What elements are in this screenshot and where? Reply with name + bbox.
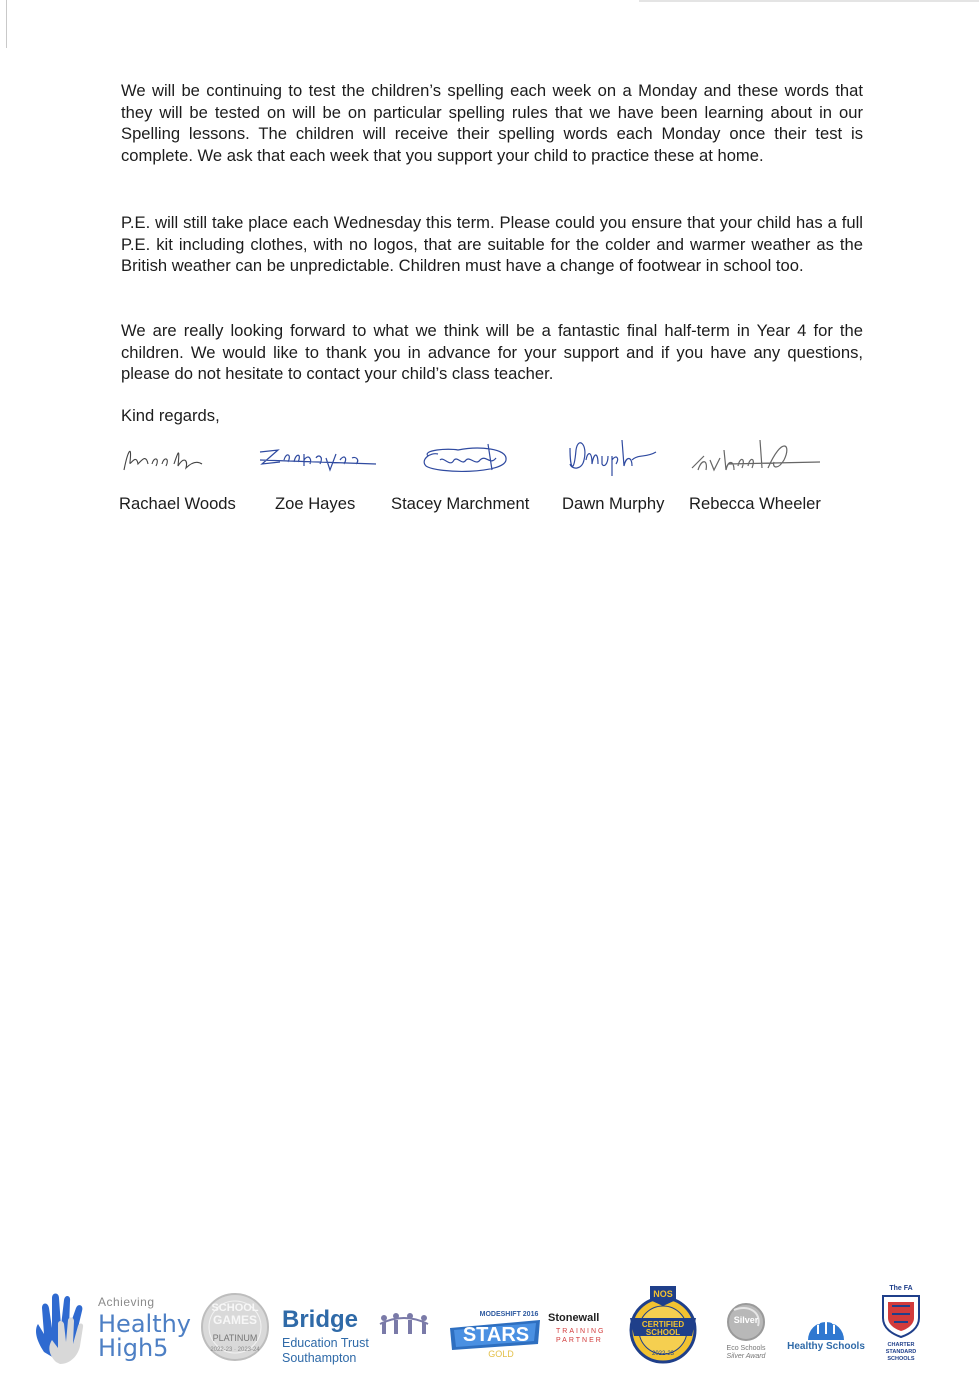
- nos-certified-badge: [628, 1284, 698, 1364]
- eco-line2: Silver Award: [726, 1353, 766, 1360]
- signatory-name: Rachael Woods: [119, 494, 236, 513]
- school-games-line2: GAMES: [212, 1313, 257, 1327]
- school-games-level: PLATINUM: [212, 1333, 258, 1343]
- bridge-line1: Education Trust: [282, 1336, 369, 1350]
- signature-rebecca-wheeler: [688, 430, 822, 480]
- signature-rachael-woods: [118, 430, 210, 480]
- eco-badge-text: Silver: [733, 1315, 759, 1325]
- healthy-high5-high5: High5: [98, 1334, 169, 1362]
- nos-line2: SCHOOL: [645, 1328, 681, 1337]
- paragraph-pe: P.E. will still take place each Wednesday this term. Please could you ensure that your child has a full P.E. kit including clothes, with no logos, that are suitable for the colder and warmer weather as the British weather can be unpredictable. Children must have a change of footwear in school too.: [121, 213, 863, 276]
- fa-line3: SCHOOLS: [887, 1356, 915, 1362]
- stonewall-line2: PARTNER: [556, 1337, 603, 1344]
- signatory-name: Rebecca Wheeler: [689, 494, 821, 513]
- healthy-high5-healthy: Healthy: [98, 1310, 192, 1338]
- signatory-name: Stacey Marchment: [391, 494, 530, 513]
- stars-top: MODESHIFT 2016: [479, 1311, 539, 1318]
- eco-schools-silver-badge: [718, 1302, 774, 1364]
- nos-line1: CERTIFIED: [641, 1320, 685, 1329]
- school-games-platinum-badge: [200, 1292, 270, 1362]
- nos-years: 2022-23: [651, 1351, 675, 1357]
- stonewall-line1: TRAINING: [556, 1328, 606, 1335]
- bridge-title: Bridge: [282, 1306, 359, 1333]
- signature-dawn-murphy: [566, 430, 660, 480]
- stonewall-name: Stonewall: [548, 1312, 600, 1324]
- fa-line2: STANDARD: [885, 1349, 917, 1355]
- signature-zoe-hayes: [256, 430, 380, 480]
- healthy-high5-hand-icon: [30, 1290, 96, 1366]
- school-games-line1: SCHOOL: [211, 1302, 259, 1314]
- signatory-name: Dawn Murphy: [562, 494, 665, 513]
- signature-stacey-marchment: [418, 430, 514, 480]
- healthy-schools-badge: [786, 1308, 866, 1356]
- bridge-line2: Southampton: [282, 1351, 357, 1365]
- bridge-people-icon: [378, 1312, 430, 1338]
- fa-line1: CHARTER: [887, 1342, 915, 1348]
- stars-main: STARS: [462, 1324, 530, 1346]
- paragraph-closing-remarks: We are really looking forward to what we think will be a fantastic final half-term in Year 4 for the children. We would like to thank you in advance for your support and if you have any questions, please do not hesitate to contact your child’s class teacher.: [121, 321, 863, 384]
- fa-charter-badge: [880, 1284, 922, 1366]
- school-games-years: 2022-23 · 2023-24: [210, 1347, 260, 1353]
- stonewall-badge: [548, 1314, 614, 1350]
- fa-top: The FA: [889, 1285, 913, 1292]
- signatory-name: Zoe Hayes: [275, 494, 356, 513]
- scan-edge-line: [6, 0, 7, 48]
- paragraph-spelling: We will be continuing to test the children’s spelling each week on a Monday and these words that they will be tested on will be on particular spelling rules that we have been learning about in our Spelling lessons. The children will receive their spelling words each Monday once their test is complete. We ask that each week that you support your child to practice these at home.: [121, 81, 863, 165]
- closing-salutation: Kind regards,: [121, 406, 220, 425]
- healthy-schools-label: Healthy Schools: [787, 1341, 865, 1352]
- nos-top: NOS: [653, 1289, 673, 1299]
- eco-line1: Eco Schools: [726, 1345, 766, 1352]
- stars-level: GOLD: [488, 1349, 514, 1359]
- healthy-high5-achieving: Achieving: [98, 1295, 155, 1309]
- scan-top-line: [639, 0, 979, 2]
- modeshift-stars-badge: [446, 1310, 544, 1360]
